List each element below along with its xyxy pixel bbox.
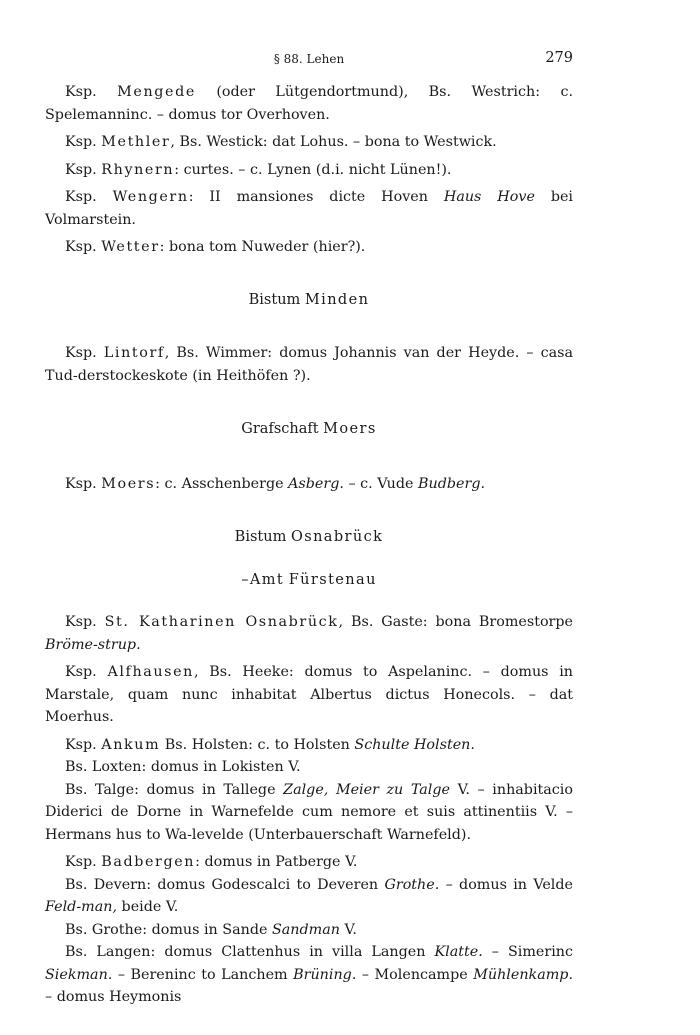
modern-name: Grothe. [384, 876, 440, 893]
entry-alfhausen [45, 661, 573, 729]
modern-name: Mühlenkamp. [473, 966, 573, 983]
entry-text: (oder Lütgendortmund), Bs. Westrich: c. Spelemanninc. – domus tor Overhoven. [45, 84, 573, 123]
entry-text: bei Volmarstein. [45, 189, 574, 228]
entry-text: : bona tom Nuweder (hier?). [159, 239, 366, 255]
modern-name: Budberg. [418, 475, 486, 492]
entry-text: – Molencampe [356, 966, 474, 983]
ksp-label: Ksp. [65, 134, 97, 150]
entry-text: – domus in Velde [439, 876, 573, 893]
entry-text: Bs. Grothe: domus in Sande [65, 921, 272, 938]
entry-text: – c. Vude [343, 475, 419, 492]
modern-name: Bröme-strup. [45, 636, 141, 653]
ksp-label: Ksp. [65, 854, 97, 870]
ksp-label: Ksp. [65, 614, 97, 630]
entry-text: Bs. Holsten: c. to Holsten [160, 736, 355, 753]
ksp-label: Ksp. [65, 189, 97, 205]
entry-text: : domus in Patberge V. [195, 854, 358, 870]
entry-methler [45, 131, 573, 154]
page-number: 279 [545, 50, 573, 66]
entry-devern [45, 874, 573, 919]
heading-bistum-minden [45, 289, 573, 312]
entry-text: – Bereninc to Lanchem [112, 966, 294, 983]
document-body [45, 81, 573, 1009]
modern-name: Brüning. [293, 966, 357, 983]
ksp-label: Ksp. [65, 161, 97, 178]
parish-name: Ankum [101, 736, 161, 753]
entry-text: : c. Asschenberge [155, 475, 289, 492]
heading-amt-fuerstenau [45, 569, 573, 592]
heading-prefix: –Amt [241, 571, 285, 588]
parish-name: Moers [101, 475, 156, 492]
modern-name: Feld-man, [45, 899, 117, 915]
entry-text: Bs. Talge: domus in Tallege [65, 781, 284, 798]
entry-text: Bs. Devern: domus Godescalci to Deveren [65, 876, 385, 893]
parish-name: Alfhausen [107, 664, 194, 680]
heading-prefix: Bistum [248, 291, 301, 308]
parish-name: Methler [101, 134, 171, 150]
entry-text: Bs. Langen: domus Clattenhus in villa Langen [65, 944, 435, 960]
heading-prefix: Grafschaft [241, 421, 319, 437]
entry-text: , Bs. Heeke: domus to Aspelaninc. – domus in Marstale, quam nunc inhabitat Albertus dictus Honecols. – dat Moerhus. [45, 664, 573, 725]
modern-name: Schulte Holsten. [354, 736, 475, 753]
modern-name: Asberg. [288, 475, 344, 492]
parish-name: Rhynern [101, 161, 175, 178]
modern-name: Zalge, Meier zu Talge [283, 781, 450, 798]
parish-name: St. Katharinen Osnabrück [104, 614, 339, 630]
parish-name: Badbergen [101, 854, 196, 870]
ksp-label: Ksp. [65, 736, 97, 753]
modern-name: Haus Hove [443, 189, 535, 205]
entry-talge [45, 779, 573, 847]
entry-ankum [45, 734, 573, 757]
entry-lintorf [45, 342, 573, 387]
entry-langen [45, 941, 573, 1009]
ksp-label: Ksp. [65, 475, 97, 492]
ksp-label: Ksp. [65, 84, 97, 100]
modern-name: Siekman. [45, 966, 113, 983]
parish-name: Wengern [112, 189, 189, 205]
heading-name: Minden [304, 291, 370, 308]
section-title: § 88. Lehen [273, 52, 345, 66]
heading-name: Fürstenau [288, 571, 377, 588]
ksp-label: Ksp. [65, 239, 97, 255]
parish-name: Mengede [117, 84, 196, 100]
entry-wetter [45, 236, 573, 259]
parish-name: Wetter [101, 239, 160, 255]
heading-name: Moers [323, 421, 377, 437]
entry-grothe [45, 919, 573, 942]
entry-text: – domus Heymonis [45, 989, 182, 1005]
entry-moers [45, 473, 573, 496]
entry-text: V. – inhabitacio Diderici de Dorne in Warnefelde cum nemore et suis attinentiis V. – Hermans hus to Wa-levelde (Unterbauerschaft Warnefeld). [45, 781, 573, 843]
heading-bistum-osnabrueck [45, 526, 573, 549]
entry-text: V. [339, 921, 357, 938]
entry-text: , Bs. Westick: dat Lohus. – bona to Westwick. [170, 134, 497, 150]
entry-st-katharinen [45, 611, 573, 656]
entry-text: beide V. [117, 899, 179, 915]
entry-text: , Bs. Wimmer: domus Johannis van der Heyde. – casa Tud-derstockeskote (in Heithöfen ?). [45, 345, 573, 384]
entry-wengern [45, 186, 573, 231]
heading-name: Osnabrück [290, 529, 384, 545]
entry-text: – Simerinc [482, 944, 573, 960]
entry-text: , Bs. Gaste: bona Bromestorpe [338, 614, 573, 630]
modern-name: Klatte. [434, 944, 483, 960]
entry-loxten: Bs. Loxten: domus in Lokisten V. [65, 759, 301, 775]
parish-name: Lintorf [103, 345, 165, 361]
entry-text: : curtes. – c. Lynen (d.i. nicht Lünen!). [174, 161, 452, 178]
heading-prefix: Bistum [234, 529, 287, 545]
running-header [45, 50, 573, 70]
entry-text: : II mansiones dicte Hoven [188, 189, 444, 205]
entry-mengede [45, 81, 573, 126]
ksp-label: Ksp. [65, 664, 97, 680]
entry-badbergen [45, 851, 573, 874]
entry-rhynern [45, 159, 573, 182]
modern-name: Sandman [271, 921, 340, 938]
ksp-label: Ksp. [65, 345, 97, 361]
heading-grafschaft-moers [45, 418, 573, 441]
